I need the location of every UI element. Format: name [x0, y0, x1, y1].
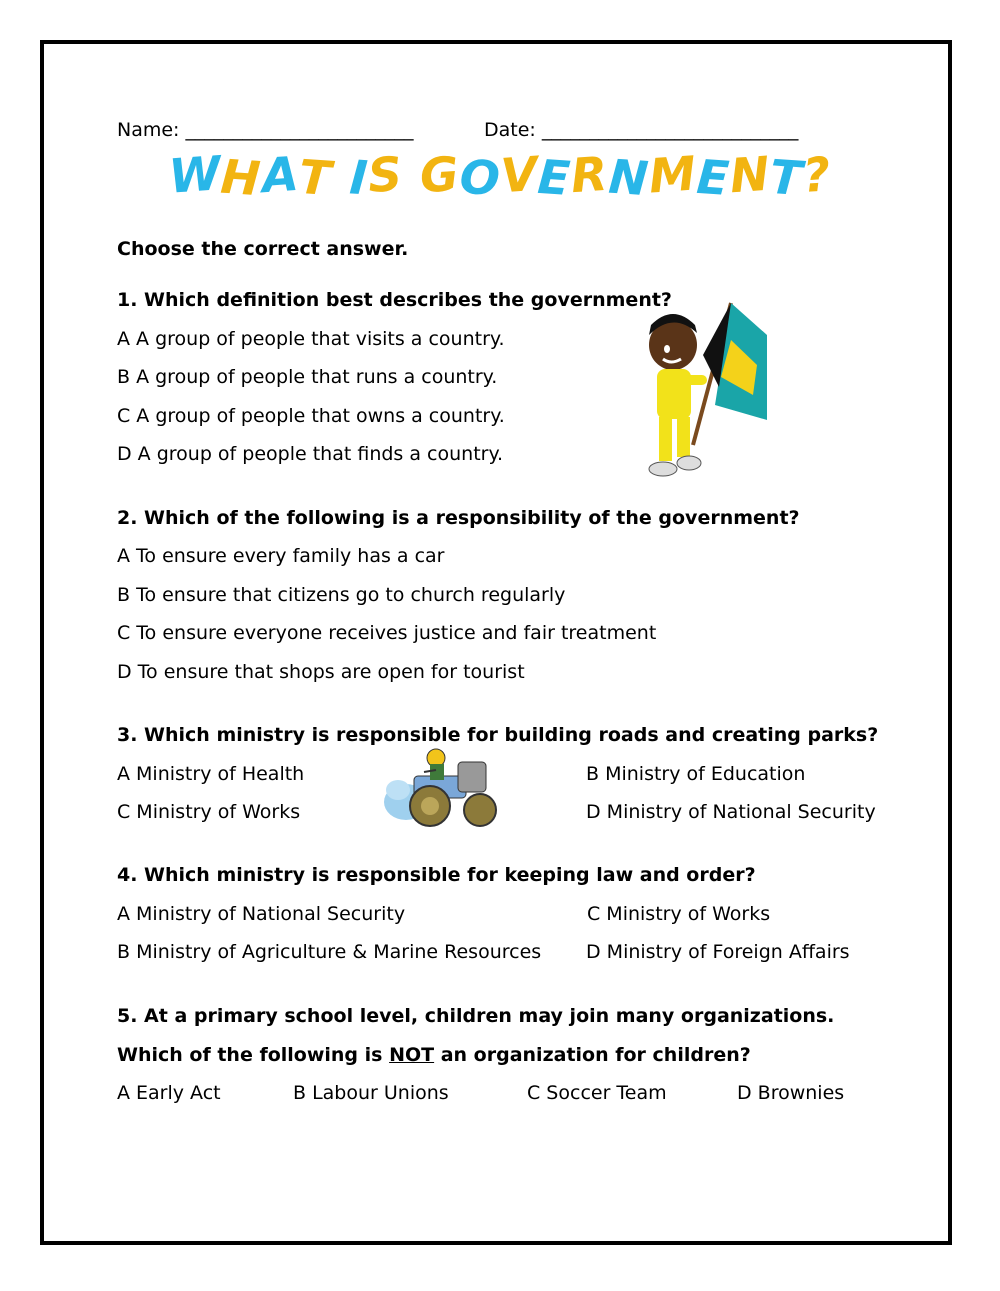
- q3-option-d[interactable]: D Ministry of National Security: [586, 801, 876, 823]
- question-2: 2. Which of the following is a responsibility of the government?: [117, 507, 800, 529]
- title-letter: S: [366, 146, 405, 205]
- instructions: Choose the correct answer.: [117, 238, 409, 260]
- q4-option-b[interactable]: B Ministry of Agriculture & Marine Resources: [117, 941, 542, 963]
- q3-option-c[interactable]: C Ministry of Works: [117, 801, 301, 823]
- title-letter: R: [569, 146, 611, 205]
- title-letter: E: [694, 149, 732, 208]
- title-letter: G: [418, 146, 462, 205]
- q4-option-a[interactable]: A Ministry of National Security: [117, 903, 406, 925]
- question-5-line-2: [117, 1044, 751, 1066]
- title-letter: N: [606, 149, 651, 208]
- q5-text-not: NOT: [389, 1044, 435, 1066]
- question-4: 4. Which ministry is responsible for keeping law and order?: [117, 864, 756, 886]
- q1-option-d[interactable]: D A group of people that finds a country.: [117, 443, 504, 465]
- title-letter: W: [166, 146, 224, 205]
- q1-option-c[interactable]: C A group of people that owns a country.: [117, 405, 505, 427]
- q2-option-b[interactable]: B To ensure that citizens go to church regularly: [117, 584, 566, 606]
- name-label: Name: ________________________: [117, 119, 414, 141]
- q3-option-b[interactable]: B Ministry of Education: [586, 763, 806, 785]
- q2-option-d[interactable]: D To ensure that shops are open for tourist: [117, 661, 525, 683]
- title-letter: A: [259, 146, 301, 205]
- title-letter: E: [536, 149, 573, 208]
- title-letter: T: [768, 149, 805, 208]
- q5-text-pre: Which of the following is: [117, 1044, 390, 1066]
- q5-text-post: an organization for children?: [434, 1044, 751, 1066]
- q5-option-d[interactable]: D Brownies: [737, 1082, 845, 1104]
- q5-option-c[interactable]: C Soccer Team: [527, 1082, 667, 1104]
- title-letter: I: [347, 150, 370, 207]
- road-roller-illustration: [384, 742, 502, 830]
- question-5-line-1: 5. At a primary school level, children may join many organizations.: [117, 1005, 835, 1027]
- title-letter: N: [727, 146, 772, 205]
- date-label: Date: ___________________________: [484, 119, 799, 141]
- q4-option-d[interactable]: D Ministry of Foreign Affairs: [586, 941, 850, 963]
- q1-option-a[interactable]: A A group of people that visits a country.: [117, 328, 505, 350]
- title-letter: O: [457, 149, 503, 208]
- q2-option-a[interactable]: A To ensure every family has a car: [117, 545, 445, 567]
- q5-option-b[interactable]: B Labour Unions: [293, 1082, 449, 1104]
- boy-with-flag-illustration: [635, 295, 775, 485]
- q3-option-a[interactable]: A Ministry of Health: [117, 763, 305, 785]
- q5-option-a[interactable]: A Early Act: [117, 1082, 221, 1104]
- title-letter: M: [647, 146, 699, 205]
- title-letter: T: [297, 149, 334, 208]
- title-letter: V: [498, 146, 541, 205]
- title-letter: H: [219, 149, 264, 208]
- q2-option-c[interactable]: C To ensure everyone receives justice and fair treatment: [117, 622, 657, 644]
- title-letter: ?: [801, 147, 834, 204]
- question-1: 1. Which definition best describes the government?: [117, 289, 672, 311]
- page-title: [0, 146, 1000, 208]
- q1-option-b[interactable]: B A group of people that runs a country.: [117, 366, 498, 388]
- q4-option-c[interactable]: C Ministry of Works: [587, 903, 771, 925]
- question-3: 3. Which ministry is responsible for building roads and creating parks?: [117, 724, 879, 746]
